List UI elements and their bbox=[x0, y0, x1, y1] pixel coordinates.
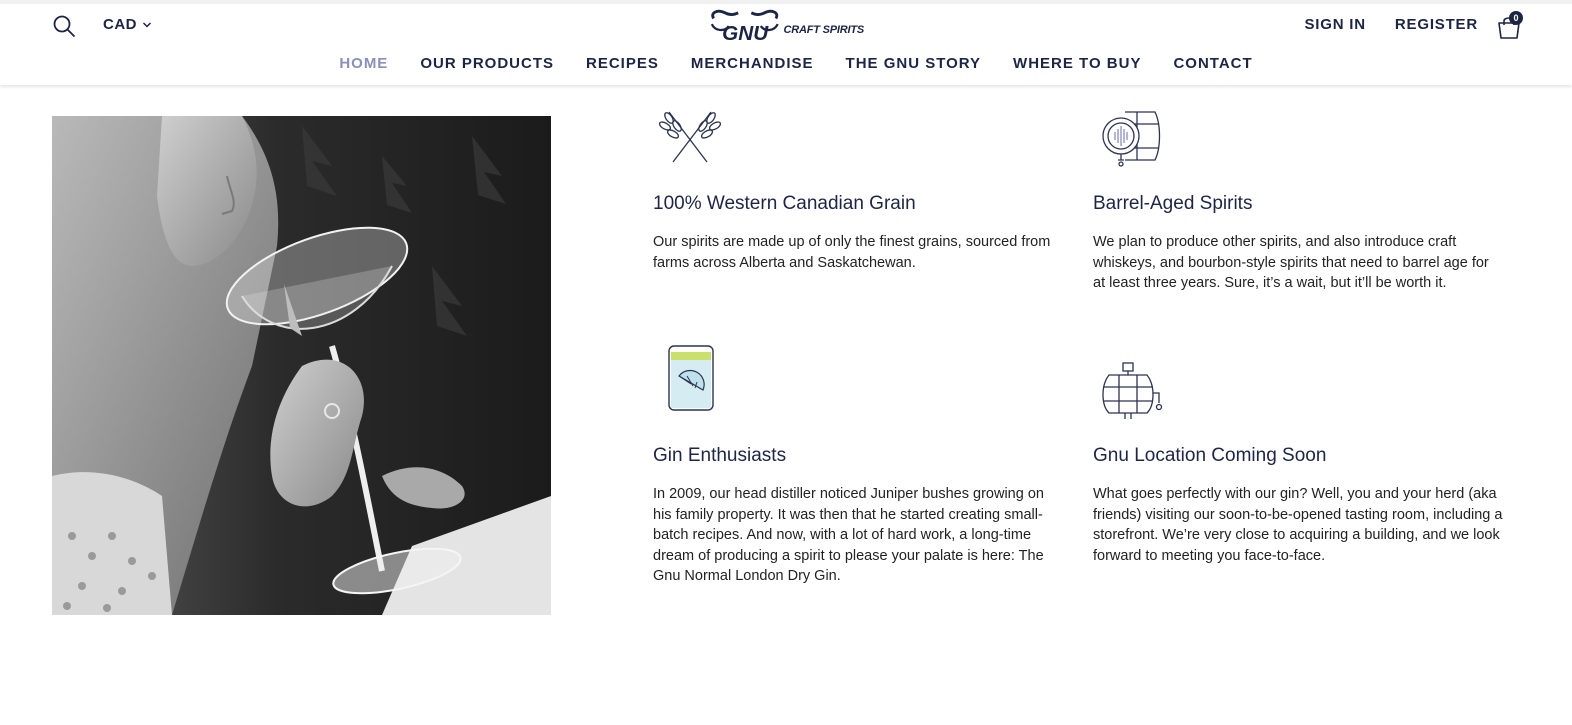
feature-title: 100% Western Canadian Grain bbox=[653, 193, 916, 214]
barrel-icon bbox=[1095, 104, 1165, 174]
search-icon[interactable] bbox=[52, 14, 76, 38]
feature-body: In 2009, our head distiller noticed Juniper bushes growing on his family property. It was then that he started creating small-batch recipes. And now, with a lot of hard work, a long-time dream of producing a spirit to please your palate is here: The Gnu Normal London Dry Gin. bbox=[653, 486, 1044, 584]
sign-in-link[interactable]: SIGN IN bbox=[1304, 16, 1366, 33]
logo-subtitle: CRAFT SPIRITS bbox=[783, 24, 864, 36]
nav-item-home[interactable]: HOME bbox=[339, 55, 389, 72]
feature-body: Our spirits are made up of only the finest grains, sourced from farms across Alberta and Saskatchewan. bbox=[653, 234, 1051, 271]
nav-item-where-to-buy[interactable]: WHERE TO BUY bbox=[1013, 55, 1142, 72]
feature-gin-enthusiasts bbox=[653, 342, 1073, 584]
gnu-logo[interactable] bbox=[708, 8, 864, 44]
nav-item-our-products[interactable]: OUR PRODUCTS bbox=[420, 55, 554, 72]
feature-barrel-aged-spirits bbox=[1093, 104, 1513, 291]
register-link[interactable]: REGISTER bbox=[1394, 16, 1478, 33]
site-header bbox=[0, 4, 1572, 85]
nav-item-the-gnu-story[interactable]: THE GNU STORY bbox=[845, 55, 982, 72]
feature-title: Gin Enthusiasts bbox=[653, 445, 787, 466]
account-links bbox=[1304, 16, 1478, 33]
feature-body: We plan to produce other spirits, and also introduce craft whiskeys, and bourbon-style spirits that need to barrel age for at least three years. Sure, it’s a wait, but it’ll be worth it. bbox=[1093, 234, 1489, 291]
feature-title: Gnu Location Coming Soon bbox=[1093, 445, 1327, 466]
cart-count-badge: 0 bbox=[1509, 11, 1523, 25]
currency-selector[interactable] bbox=[103, 16, 152, 33]
nav-item-contact[interactable]: CONTACT bbox=[1173, 55, 1253, 72]
gnu-horns-logo-icon bbox=[708, 8, 781, 44]
main-navigation bbox=[0, 55, 1572, 72]
feature-title: Barrel-Aged Spirits bbox=[1093, 193, 1253, 214]
still-icon bbox=[1095, 357, 1165, 427]
nav-item-recipes[interactable]: RECIPES bbox=[585, 55, 659, 72]
feature-western-canadian-grain bbox=[653, 104, 1073, 271]
gin-glass-icon bbox=[655, 342, 725, 412]
chevron-down-icon bbox=[142, 20, 152, 30]
feature-gnu-location bbox=[1093, 357, 1513, 564]
photo-illustration bbox=[52, 116, 551, 615]
feature-body: What goes perfectly with our gin? Well, you and your herd (aka friends) visiting our soon-to-be-opened tasting room, including a storefront. We’re very close to acquiring a building, and we look forward to meeting you face-to-face. bbox=[1093, 486, 1503, 564]
nav-item-merchandise[interactable]: MERCHANDISE bbox=[690, 55, 814, 72]
woman-drinking-gin-photo bbox=[52, 116, 551, 615]
wheat-icon bbox=[655, 104, 725, 174]
currency-label: CAD bbox=[103, 16, 137, 33]
logo-word: GNU bbox=[722, 22, 769, 44]
